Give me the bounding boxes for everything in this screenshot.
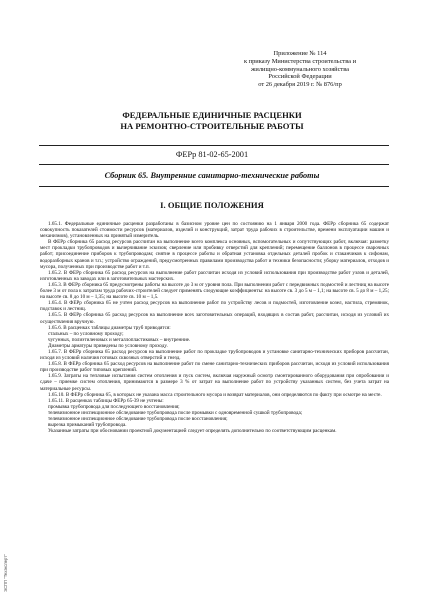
paragraph: 1.65.10. В ФЕРр сборника 65, в которых не указана масса строительного мусора и возврат материалов, они определяются по факту при осмотре на месте. [48, 391, 382, 398]
paragraph: 1.65.5. В ФЕРр сборника 65 расход ресурсов на выполнение всех заготовительных операций, входящих в состав работ, рассчитан, исходя из условий их осуществления вручную. [40, 312, 389, 325]
paragraph: Указанные затраты при обосновании проектной документацией следует определять дополнительно по соответствующим расценкам. [48, 428, 337, 435]
document-body [40, 221, 389, 434]
approval-line: Приложение № 114 [273, 50, 327, 57]
paragraph: телевизионное инспекционное обследование трубопровода после восстановления; [48, 416, 228, 422]
document-title-line: ФЕДЕРАЛЬНЫЕ ЕДИНИЧНЫЕ РАСЦЕНКИ [122, 110, 302, 120]
paragraph: 1.65.11. В расценках таблицы ФЕРр 65-39 не учтены: [48, 397, 164, 404]
approval-line: Российской Федерации [268, 73, 332, 81]
paragraph: 1.65.6. В расценках таблицы диаметры труб приводятся: [48, 324, 171, 331]
paragraph: 1.65.4. В ФЕРр сборника 65 не учтен расход ресурсов на выполнение работ по устройству лесов и подмостей, изготовление козел, настила, стремянок, подставок и лестниц. [40, 300, 389, 313]
approval-block [230, 50, 370, 89]
side-stamp: ЭСПП "Техэксперт" [3, 554, 8, 592]
approval-line: жилищно-коммунального хозяйства [251, 65, 349, 73]
collection-title: Сборник 65. Внутренние санитарно-технические работы [104, 171, 320, 180]
document-title [0, 110, 424, 132]
divider [39, 186, 389, 187]
paragraph: 1.65.1. Федеральные единичные расценки разработаны в базисном уровне цен по состоянию на 1 января 2000 года. ФЕРр сборника 65 содержат совокупность показателей стоимости ресурсов (материалов, изделий и конструкций, затрат труда рабочих в строительстве, времени эксплуатации машин и механизмов), установленных на принятый измеритель. [40, 221, 389, 240]
paragraph: 1.65.8. В ФЕРр сборника 65 расход ресурсов на выполнение работ по смене санитарно-технических приборов рассчитан, исходя из условий использования при производстве работ типовых креплений. [40, 361, 389, 374]
paragraph: чугунных, полиэтиленовых и металлопластиковых – внутренние. [48, 336, 191, 343]
approval-line: к приказу Министерства строительства и [243, 57, 357, 65]
paragraph: 1.65.3. В ФЕРр сборника 65 предусмотрены работы на высоте до 3 м от уровня пола. При выполнении работ с передвижных подмостей и лестниц на высоте более 3 м от пола к затратам труда рабочих-строителей следует применять следующие коэффициенты: на высоте св. 3 до 5 м – 1,1; на высоте св. 5 до 8 м – 1,25; на высоте св. 8 до 10 м – 1,35; на высоте св. 10 м – 1,5. [40, 281, 389, 301]
paragraph: В ФЕРр сборника 65 расход ресурсов рассчитан на выполнение всего комплекса основных, вспомогательных и сопутствующих работ, включая: разметку мест прокладки трубопроводов и вычерчивание эскизов; сверление или пробивку отверстий для креплений; перемещение баллонов в процессе сварочных работ; присоединение приборов к трубопроводам; снятие в процессе работы и обратная установка отдельных деталей пробок и стаканчиков к сифонам, водоразборных кранов и т.п.; устройство ограждений, предусмотренных правилами производства работ и техники безопасности; уборку материалов, отходов и мусора, полученных при производстве работ и т.п. [40, 239, 389, 270]
divider [39, 164, 389, 165]
paragraph: вырезка примыканий трубопровода. [48, 422, 127, 429]
document-title-line: НА РЕМОНТНО-СТРОИТЕЛЬНЫЕ РАБОТЫ [120, 121, 304, 131]
paragraph: промывка трубопровода для последующего восстановления; [48, 403, 180, 410]
document-code: ФЕРр 81-02-65-2001 [175, 150, 249, 159]
paragraph: 1.65.7. В ФЕРр сборника 65 расход ресурсов на выполнение работ по прокладке трубопроводов и установке санитарно-технических приборов рассчитан, исходя из условий наличия готовых сквозных отверстий и гнезд. [40, 348, 389, 362]
paragraph: 1.65.9. Затраты на тепловые испытания систем отопления и пуск систем, включая наружный осмотр смонтированного оборудования при опробовании и сдаче – приемке систем отопления, принимаются в размере 3 % от затрат на выполнение работ по устройству указанных систем, без учета затрат на материальные ресурсы. [40, 373, 389, 392]
approval-line: от 26 декабря 2019 г. № 876/пр [258, 81, 342, 89]
divider [39, 145, 389, 146]
paragraph: Диаметры арматуры приведены по условному проходу. [48, 342, 168, 349]
paragraph: телевизионное инспекционное обследование трубопровода после промывки с одновременной сушкой трубопровода; [48, 409, 303, 416]
section-heading: I. ОБЩИЕ ПОЛОЖЕНИЯ [160, 200, 264, 210]
paragraph: стальных – по условному проходу; [48, 330, 124, 337]
paragraph: 1.65.2. В ФЕРр сборника 65 расход ресурсов на выполнение работ рассчитан исходя из условий использования при производстве работ узлов и деталей, изготовленных на заводах или в заготовительных мастерских. [40, 269, 389, 282]
